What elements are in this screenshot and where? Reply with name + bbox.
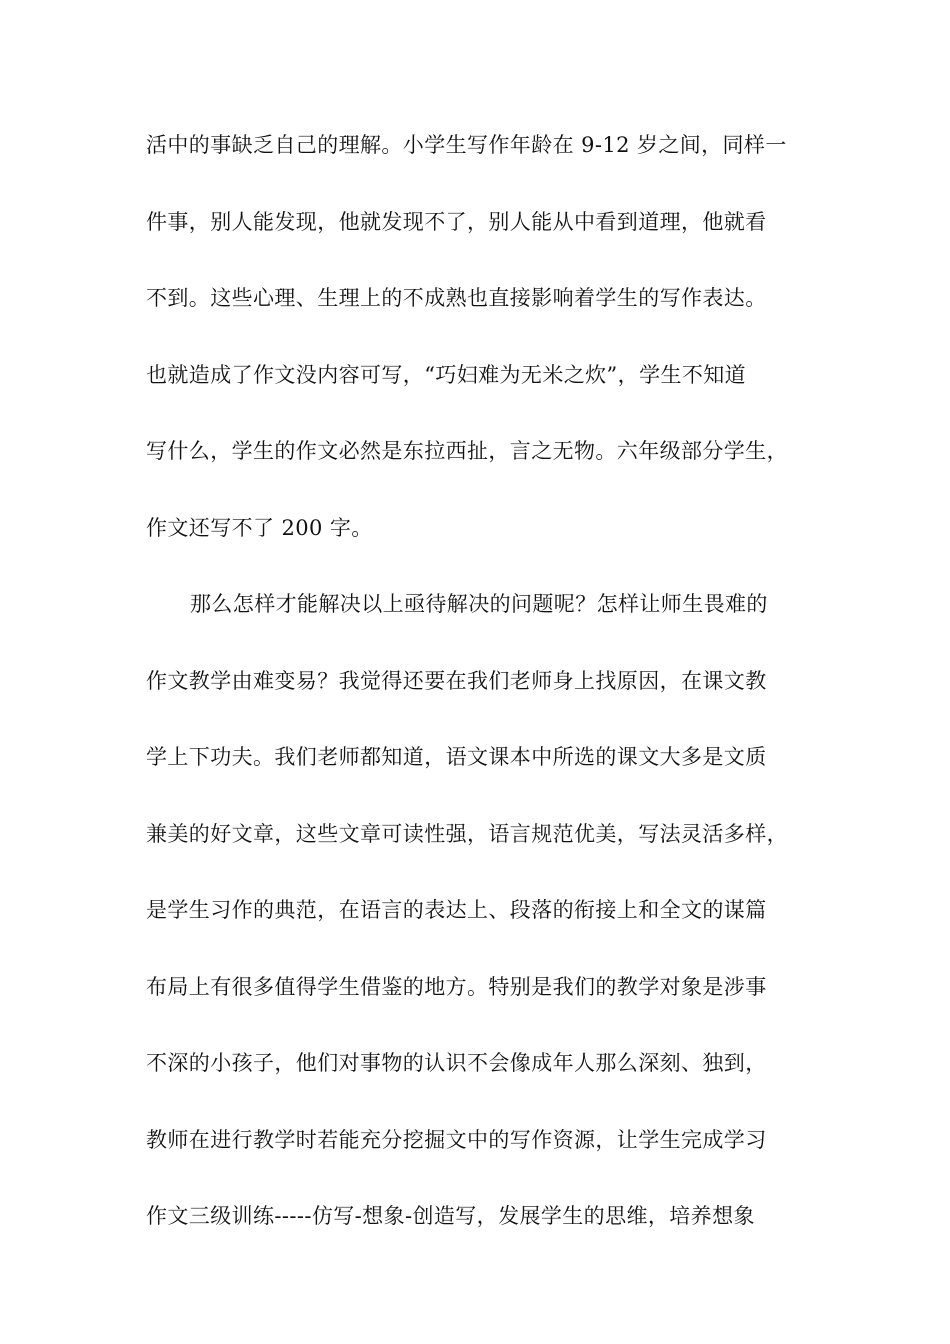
text-line: 是学生习作的典范，在语言的表达上、段落的衔接上和全文的谋篇 (146, 898, 767, 922)
text-line: 写什么，学生的作文必然是东拉西扯，言之无物。六年级部分学生， (146, 439, 788, 463)
paragraph-start-line: 那么怎样才能解决以上亟待解决的问题呢？怎样让师生畏难的 (190, 592, 768, 616)
text-line: 也就造成了作文没内容可写，“巧妇难为无米之炊”，学生不知道 (146, 362, 747, 387)
text-line: 不深的小孩子，他们对事物的认识不会像成年人那么深刻、独到， (146, 1051, 767, 1075)
text-line: 布局上有很多值得学生借鉴的地方。特别是我们的教学对象是涉事 (146, 974, 767, 999)
text-line: 件事，别人能发现，他就发现不了，别人能从中看到道理，他就看 (146, 209, 767, 234)
text-line: 不到。这些心理、生理上的不成熟也直接影响着学生的写作表达。 (146, 286, 767, 310)
text-line: 作文还写不了 200 字。 (146, 515, 373, 540)
text-line: 作文三级训练-----仿写-想象-创造写，发展学生的思维，培养想象 (146, 1204, 755, 1228)
text-line: 活中的事缺乏自己的理解。小学生写作年龄在 9-12 岁之间，同样一 (146, 133, 787, 157)
text-line: 作文教学由难变易？我觉得还要在我们老师身上找原因，在课文教 (146, 668, 767, 693)
text-line: 兼美的好文章，这些文章可读性强，语言规范优美，写法灵活多样， (146, 821, 788, 846)
text-line: 教师在进行教学时若能充分挖掘文中的写作资源，让学生完成学习 (146, 1127, 767, 1152)
body-text (146, 129, 816, 1277)
text-line: 学上下功夫。我们老师都知道，语文课本中所选的课文大多是文质 (146, 745, 767, 769)
